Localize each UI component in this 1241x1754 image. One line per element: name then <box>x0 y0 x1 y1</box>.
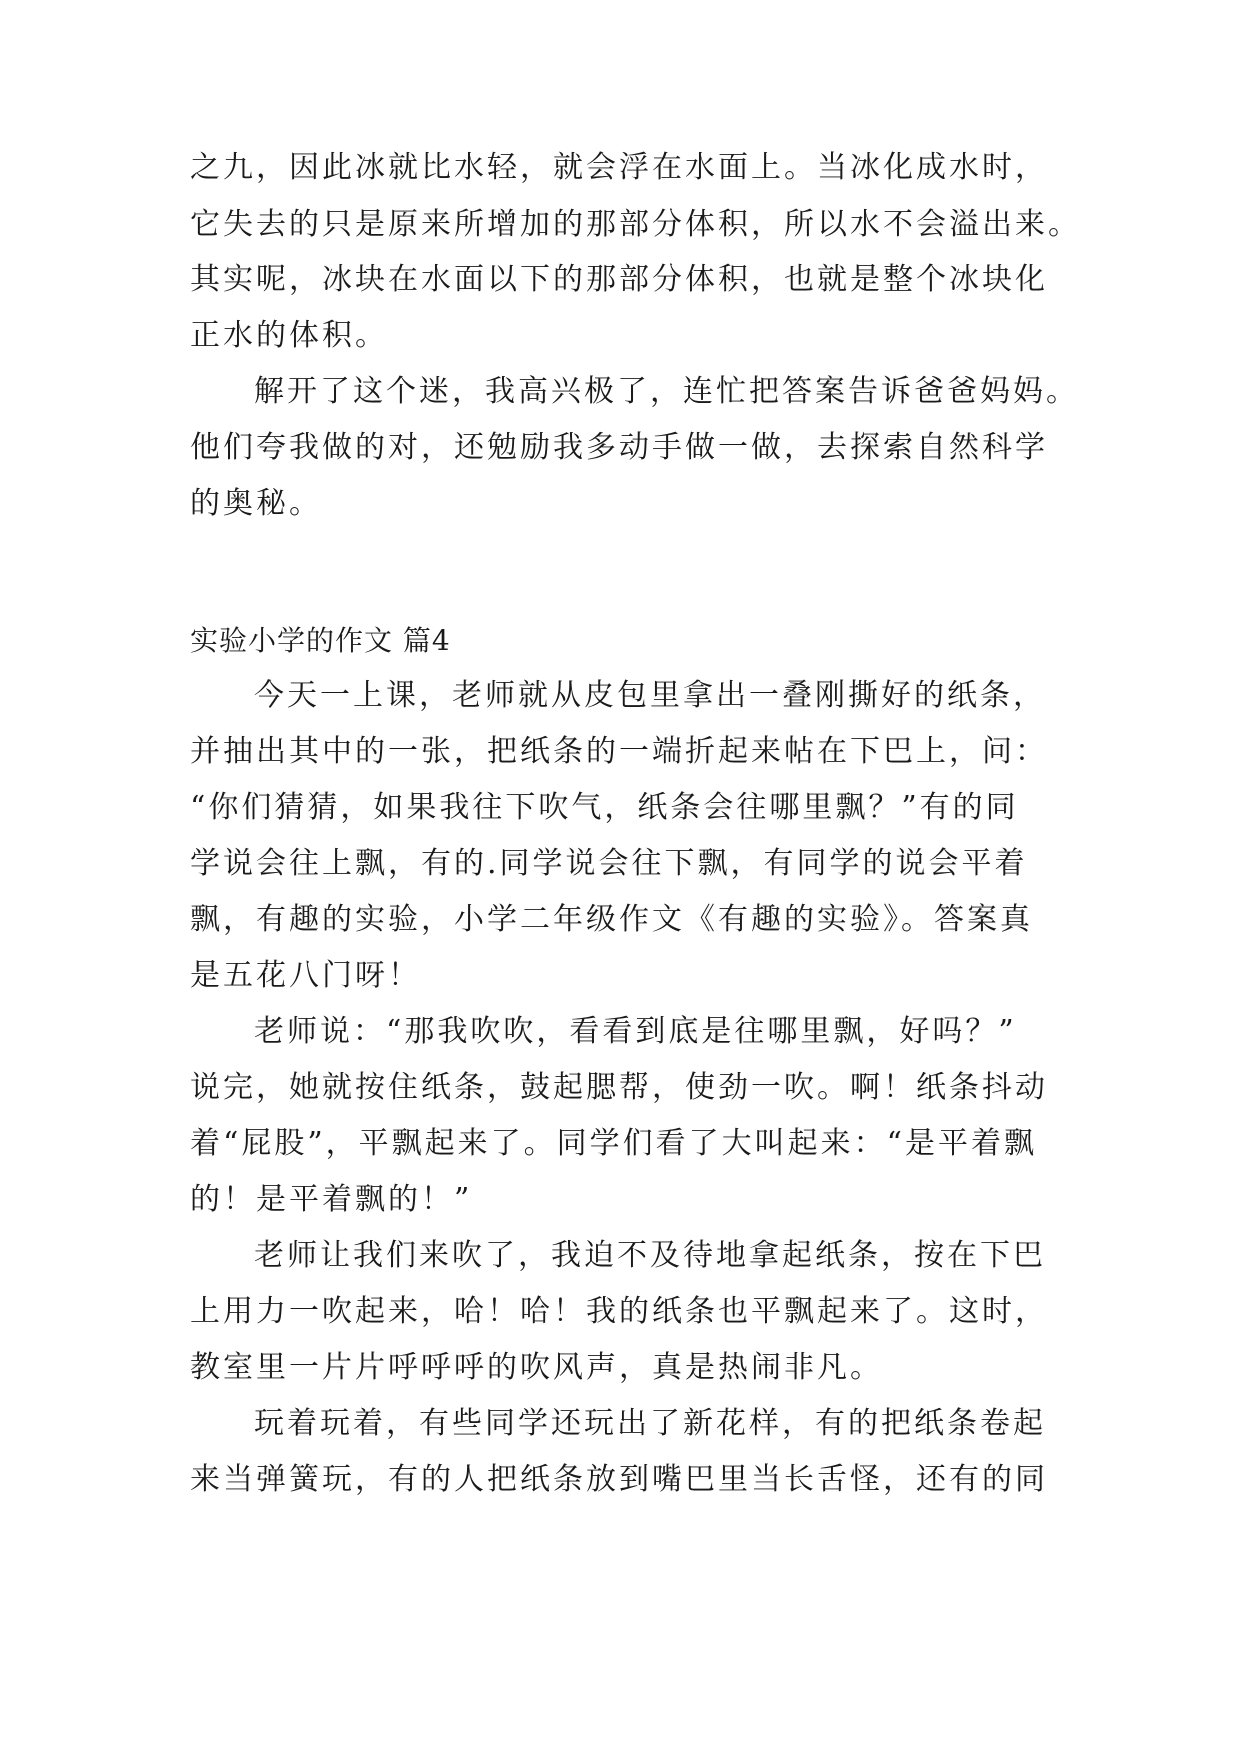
text-line: 老师说：“那我吹吹，看看到底是往哪里飘，好吗？” <box>254 1014 1017 1049</box>
text-line: 玩着玩着，有些同学还玩出了新花样，有的把纸条卷起 <box>254 1406 1046 1441</box>
text-line: 学说会往上飘，有的.同学说会往下飘，有同学的说会平着 <box>190 846 1028 881</box>
text-line: 解开了这个迷，我高兴极了，连忙把答案告诉爸爸妈妈。 <box>254 374 1079 409</box>
text-line: 飘，有趣的实验，小学二年级作文《有趣的实验》。答案真 <box>190 902 1033 937</box>
text-line: 的奥秘。 <box>190 486 322 521</box>
text-line: 着“屁股”，平飘起来了。同学们看了大叫起来：“是平着飘 <box>190 1126 1038 1161</box>
text-line: 它失去的只是原来所增加的那部分体积，所以水不会溢出来。 <box>190 207 1081 242</box>
text-line: 上用力一吹起来，哈！哈！我的纸条也平飘起来了。这时， <box>190 1294 1048 1329</box>
text-line: 并抽出其中的一张，把纸条的一端折起来帖在下巴上，问： <box>190 734 1048 769</box>
text-line: “你们猜猜，如果我往下吹气，纸条会往哪里飘？”有的同 <box>190 790 1019 825</box>
text-line: 的！是平着飘的！” <box>190 1182 473 1217</box>
text-line: 老师让我们来吹了，我迫不及待地拿起纸条，按在下巴 <box>254 1238 1046 1273</box>
text-line: 正水的体积。 <box>190 318 388 353</box>
text-line: 说完，她就按住纸条，鼓起腮帮，使劲一吹。啊！纸条抖动 <box>190 1070 1048 1105</box>
section-title: 实验小学的作文 篇4 <box>190 624 451 657</box>
text-line: 其实呢，冰块在水面以下的那部分体积，也就是整个冰块化 <box>190 262 1048 297</box>
text-line: 今天一上课，老师就从皮包里拿出一叠刚撕好的纸条， <box>254 678 1046 713</box>
text-line: 教室里一片片呼呼呼的吹风声，真是热闹非凡。 <box>190 1350 883 1385</box>
text-line: 他们夸我做的对，还勉励我多动手做一做，去探索自然科学 <box>190 430 1048 465</box>
text-line: 之九，因此冰就比水轻，就会浮在水面上。当冰化成水时， <box>190 150 1048 185</box>
text-line: 来当弹簧玩，有的人把纸条放到嘴巴里当长舌怪，还有的同 <box>190 1462 1048 1497</box>
text-line: 是五花八门呀！ <box>190 958 421 993</box>
